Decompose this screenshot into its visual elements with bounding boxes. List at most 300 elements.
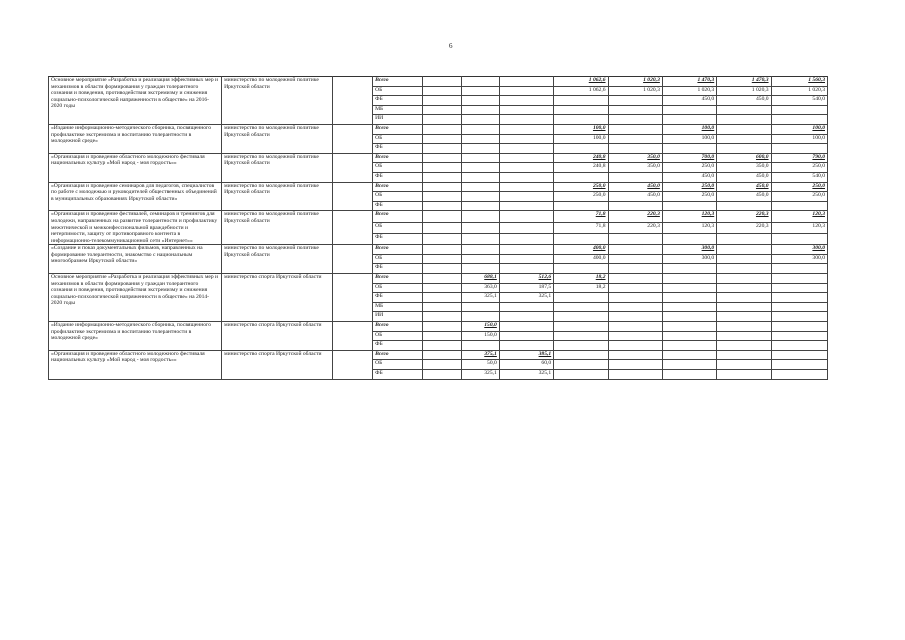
table-row xyxy=(49,245,828,255)
amount-cell xyxy=(554,144,608,154)
amount-cell: 150,0 xyxy=(461,322,499,332)
executor-cell: министерство по молодежной политике Иркутской области xyxy=(222,124,333,153)
amount-cell: 220,3 xyxy=(608,222,662,233)
blank-cell xyxy=(423,124,461,134)
amount-cell: 1 062,6 xyxy=(554,86,608,96)
amount-cell xyxy=(461,233,499,244)
funding-source-cell: ОБ xyxy=(373,222,423,233)
amount-cell xyxy=(554,115,608,125)
amount-cell xyxy=(554,312,608,322)
amount-cell: 375,1 xyxy=(461,350,499,360)
funding-source-cell: ИИ xyxy=(373,312,423,322)
activity-name-cell: Основное мероприятие «Разработка и реализация эффективных мер и механизмов в области формирования у граждан толерантного сознания и поведения, противодействия экстремизму и снижения социально-психологической напряженности в обществе» на 2016-2020 годы xyxy=(49,77,222,125)
amount-cell xyxy=(499,134,553,144)
blank-cell xyxy=(423,172,461,182)
amount-cell xyxy=(461,172,499,182)
amount-cell xyxy=(717,233,771,244)
executor-cell: министерство спорта Иркутской области xyxy=(222,274,333,322)
amount-cell: 100,0 xyxy=(554,124,608,134)
amount-cell xyxy=(662,341,716,351)
executor-cell: министерство по молодежной политике Иркутской области xyxy=(222,182,333,211)
blank-cell xyxy=(423,331,461,341)
amount-cell xyxy=(662,201,716,211)
amount-cell: 1 470,3 xyxy=(717,77,771,87)
amount-cell: 450,0 xyxy=(717,182,771,192)
amount-cell: 700,0 xyxy=(662,153,716,163)
amount-cell xyxy=(771,312,827,322)
amount-cell xyxy=(461,144,499,154)
funding-source-cell: Всего xyxy=(373,153,423,163)
amount-cell xyxy=(499,86,553,96)
amount-cell xyxy=(771,201,827,211)
amount-cell xyxy=(461,134,499,144)
amount-cell: 450,0 xyxy=(662,172,716,182)
amount-cell: 1 020,3 xyxy=(717,86,771,96)
amount-cell: 18,2 xyxy=(554,274,608,284)
amount-cell xyxy=(554,201,608,211)
amount-cell: 325,1 xyxy=(461,293,499,303)
funding-source-cell: Всего xyxy=(373,350,423,360)
amount-cell: 1 020,3 xyxy=(608,77,662,87)
amount-cell xyxy=(608,124,662,134)
amount-cell xyxy=(662,115,716,125)
blank-cell xyxy=(423,144,461,154)
amount-cell xyxy=(608,201,662,211)
amount-cell xyxy=(608,115,662,125)
amount-cell xyxy=(608,96,662,106)
blank-cell xyxy=(423,211,461,222)
amount-cell: 120,3 xyxy=(662,222,716,233)
activity-name-cell: «Организация и проведение областного молодежного фестиваля национальных культур «Мой народ - моя гордость»» xyxy=(49,153,222,182)
amount-cell: 450,0 xyxy=(717,172,771,182)
amount-cell xyxy=(461,86,499,96)
amount-cell xyxy=(771,115,827,125)
amount-cell xyxy=(554,233,608,244)
blank-cell xyxy=(332,182,372,211)
funding-source-cell: Всего xyxy=(373,124,423,134)
blank-cell xyxy=(423,360,461,370)
amount-cell: 150,0 xyxy=(461,331,499,341)
blank-cell xyxy=(423,233,461,244)
funding-source-cell: ФБ xyxy=(373,96,423,106)
amount-cell xyxy=(499,302,553,312)
amount-cell: 540,0 xyxy=(771,172,827,182)
amount-cell xyxy=(499,182,553,192)
funding-source-cell: ОБ xyxy=(373,163,423,173)
funding-source-cell: ФБ xyxy=(373,293,423,303)
blank-cell xyxy=(423,222,461,233)
amount-cell xyxy=(771,233,827,244)
amount-cell: 250,0 xyxy=(662,182,716,192)
blank-cell xyxy=(423,293,461,303)
amount-cell xyxy=(717,302,771,312)
amount-cell xyxy=(717,274,771,284)
amount-cell xyxy=(499,192,553,202)
amount-cell: 60,0 xyxy=(499,360,553,370)
amount-cell xyxy=(461,264,499,274)
table-row xyxy=(49,124,828,134)
amount-cell xyxy=(771,283,827,293)
amount-cell: 220,3 xyxy=(717,222,771,233)
amount-cell: 120,3 xyxy=(662,211,716,222)
amount-cell: 300,0 xyxy=(662,245,716,255)
amount-cell xyxy=(662,302,716,312)
amount-cell xyxy=(717,293,771,303)
amount-cell: 250,0 xyxy=(662,192,716,202)
blank-cell xyxy=(423,105,461,115)
funding-source-cell: ОБ xyxy=(373,254,423,264)
amount-cell: 385,1 xyxy=(499,350,553,360)
blank-cell xyxy=(332,124,372,153)
blank-cell xyxy=(332,77,372,125)
budget-table-body xyxy=(49,77,828,380)
amount-cell xyxy=(608,350,662,360)
amount-cell xyxy=(499,105,553,115)
amount-cell: 250,0 xyxy=(662,163,716,173)
amount-cell xyxy=(662,322,716,332)
amount-cell: 300,0 xyxy=(771,254,827,264)
blank-cell xyxy=(423,77,461,87)
activity-name-cell: «Организация и проведение семинаров для педагогов, специалистов по работе с молодежью и руководителей общественных объединений в муниципальных образованиях Иркутской области» xyxy=(49,182,222,211)
blank-cell xyxy=(423,182,461,192)
blank-cell xyxy=(332,274,372,322)
amount-cell xyxy=(499,96,553,106)
amount-cell: 100,0 xyxy=(554,134,608,144)
amount-cell xyxy=(554,370,608,380)
amount-cell xyxy=(717,331,771,341)
amount-cell: 220,3 xyxy=(717,211,771,222)
amount-cell: 325,1 xyxy=(499,370,553,380)
amount-cell: 400,0 xyxy=(554,245,608,255)
blank-cell xyxy=(423,86,461,96)
amount-cell xyxy=(608,283,662,293)
amount-cell xyxy=(608,105,662,115)
amount-cell xyxy=(554,322,608,332)
amount-cell xyxy=(554,350,608,360)
executor-cell: министерство по молодежной политике Иркутской области xyxy=(222,153,333,182)
amount-cell: 1 020,3 xyxy=(662,86,716,96)
amount-cell xyxy=(662,370,716,380)
amount-cell: 363,0 xyxy=(461,283,499,293)
executor-cell: министерство по молодежной политике Иркутской области xyxy=(222,245,333,274)
amount-cell xyxy=(499,77,553,87)
table-row xyxy=(49,182,828,192)
activity-name-cell: Основное мероприятие «Разработка и реализация эффективных мер и механизмов в области формирования у граждан толерантного сознания и поведения, противодействия экстремизму и снижения социально-психологической напряженности в обществе» на 2014-2020 годы xyxy=(49,274,222,322)
funding-source-cell: ОБ xyxy=(373,283,423,293)
budget-table xyxy=(48,76,828,380)
amount-cell: 71,8 xyxy=(554,222,608,233)
amount-cell xyxy=(554,331,608,341)
amount-cell xyxy=(499,172,553,182)
table-row xyxy=(49,153,828,163)
amount-cell xyxy=(554,341,608,351)
blank-cell xyxy=(423,163,461,173)
amount-cell: 790,0 xyxy=(771,153,827,163)
amount-cell xyxy=(499,153,553,163)
amount-cell: 350,0 xyxy=(608,153,662,163)
amount-cell xyxy=(461,341,499,351)
amount-cell xyxy=(771,350,827,360)
amount-cell xyxy=(771,370,827,380)
table-row xyxy=(49,211,828,222)
amount-cell: 187,5 xyxy=(499,283,553,293)
amount-cell: 240,8 xyxy=(554,163,608,173)
amount-cell: 250,0 xyxy=(554,192,608,202)
blank-cell xyxy=(423,302,461,312)
amount-cell xyxy=(461,245,499,255)
amount-cell xyxy=(554,264,608,274)
funding-source-cell: Всего xyxy=(373,77,423,87)
funding-source-cell: Всего xyxy=(373,182,423,192)
amount-cell xyxy=(662,360,716,370)
amount-cell xyxy=(771,264,827,274)
blank-cell xyxy=(423,283,461,293)
amount-cell xyxy=(717,254,771,264)
amount-cell xyxy=(461,312,499,322)
amount-cell: 540,0 xyxy=(771,96,827,106)
funding-source-cell: МБ xyxy=(373,105,423,115)
funding-source-cell: МБ xyxy=(373,302,423,312)
amount-cell xyxy=(554,293,608,303)
executor-cell: министерство по молодежной политике Иркутской области xyxy=(222,77,333,125)
executor-cell: министерство спорта Иркутской области xyxy=(222,322,333,351)
amount-cell: 325,1 xyxy=(499,293,553,303)
amount-cell xyxy=(499,254,553,264)
amount-cell: 120,3 xyxy=(771,222,827,233)
amount-cell: 688,1 xyxy=(461,274,499,284)
funding-source-cell: Всего xyxy=(373,322,423,332)
amount-cell xyxy=(499,264,553,274)
amount-cell xyxy=(717,283,771,293)
amount-cell xyxy=(662,293,716,303)
amount-cell xyxy=(499,222,553,233)
amount-cell xyxy=(662,144,716,154)
amount-cell: 120,3 xyxy=(771,211,827,222)
amount-cell xyxy=(717,201,771,211)
amount-cell xyxy=(608,274,662,284)
amount-cell xyxy=(771,322,827,332)
amount-cell xyxy=(608,245,662,255)
amount-cell xyxy=(554,105,608,115)
amount-cell: 100,0 xyxy=(771,134,827,144)
table-row xyxy=(49,274,828,284)
amount-cell: 250,0 xyxy=(771,163,827,173)
amount-cell xyxy=(662,312,716,322)
amount-cell: 1 062,6 xyxy=(554,77,608,87)
executor-cell: министерство спорта Иркутской области xyxy=(222,350,333,379)
blank-cell xyxy=(423,153,461,163)
blank-cell xyxy=(423,201,461,211)
amount-cell: 350,0 xyxy=(608,163,662,173)
amount-cell: 220,3 xyxy=(608,211,662,222)
amount-cell xyxy=(461,182,499,192)
amount-cell xyxy=(662,264,716,274)
amount-cell xyxy=(608,293,662,303)
amount-cell xyxy=(461,254,499,264)
amount-cell xyxy=(608,233,662,244)
amount-cell xyxy=(608,264,662,274)
amount-cell xyxy=(608,134,662,144)
blank-cell xyxy=(423,192,461,202)
amount-cell: 450,0 xyxy=(608,182,662,192)
activity-name-cell: «Издание информационно-методического сборника, посвященного профилактике экстремизма и воспитанию толерантности в молодежной среде» xyxy=(49,322,222,351)
funding-source-cell: Всего xyxy=(373,211,423,222)
amount-cell xyxy=(499,331,553,341)
activity-name-cell: «Организация и проведение фестивалей, семинаров и тренингов для молодежи, направленных на развитие толерантности и профилактику межэтнической и межконфессиональной враждебности и нетерпимости, защиту от противоправного контента в информационно-телекоммуникационной сети «Интернет»» xyxy=(49,211,222,245)
activity-name-cell: «Организация и проведение областного молодежного фестиваля национальных культур «Мой народ - моя гордость»» xyxy=(49,350,222,379)
blank-cell xyxy=(332,322,372,351)
activity-name-cell: «Создание и показ документальных фильмов, направленных на формирование толерантности, знакомство с национальным многообразием Иркутской области» xyxy=(49,245,222,274)
amount-cell xyxy=(461,124,499,134)
amount-cell xyxy=(608,254,662,264)
amount-cell xyxy=(554,172,608,182)
amount-cell xyxy=(717,245,771,255)
funding-source-cell: Всего xyxy=(373,274,423,284)
amount-cell xyxy=(461,153,499,163)
amount-cell: 250,0 xyxy=(554,182,608,192)
amount-cell xyxy=(717,350,771,360)
blank-cell xyxy=(423,350,461,360)
blank-cell xyxy=(332,211,372,245)
amount-cell xyxy=(461,163,499,173)
blank-cell xyxy=(423,96,461,106)
funding-source-cell: ИИ xyxy=(373,115,423,125)
amount-cell xyxy=(717,134,771,144)
funding-source-cell: ФБ xyxy=(373,172,423,182)
amount-cell xyxy=(461,105,499,115)
blank-cell xyxy=(423,254,461,264)
amount-cell xyxy=(608,302,662,312)
amount-cell xyxy=(717,341,771,351)
amount-cell: 450,0 xyxy=(608,192,662,202)
amount-cell: 1 020,3 xyxy=(608,86,662,96)
blank-cell xyxy=(423,312,461,322)
amount-cell xyxy=(461,201,499,211)
blank-cell xyxy=(423,245,461,255)
amount-cell xyxy=(554,302,608,312)
amount-cell: 250,0 xyxy=(771,182,827,192)
amount-cell xyxy=(461,115,499,125)
amount-cell xyxy=(717,105,771,115)
amount-cell xyxy=(608,172,662,182)
amount-cell: 1 020,3 xyxy=(771,86,827,96)
blank-cell xyxy=(423,370,461,380)
amount-cell xyxy=(771,331,827,341)
amount-cell: 350,0 xyxy=(717,163,771,173)
amount-cell: 250,0 xyxy=(771,192,827,202)
funding-source-cell: ФБ xyxy=(373,144,423,154)
amount-cell: 600,0 xyxy=(717,153,771,163)
amount-cell xyxy=(608,360,662,370)
amount-cell: 100,0 xyxy=(662,124,716,134)
amount-cell xyxy=(499,115,553,125)
funding-source-cell: ОБ xyxy=(373,360,423,370)
amount-cell xyxy=(608,331,662,341)
funding-source-cell: ОБ xyxy=(373,192,423,202)
amount-cell xyxy=(461,96,499,106)
blank-cell xyxy=(423,134,461,144)
amount-cell xyxy=(461,192,499,202)
amount-cell xyxy=(608,322,662,332)
amount-cell xyxy=(499,322,553,332)
funding-source-cell: ОБ xyxy=(373,134,423,144)
amount-cell xyxy=(461,302,499,312)
amount-cell: 100,0 xyxy=(771,124,827,134)
amount-cell xyxy=(608,370,662,380)
amount-cell: 400,0 xyxy=(554,254,608,264)
amount-cell: 450,0 xyxy=(717,192,771,202)
activity-name-cell: «Издание информационно-методического сборника, посвященного профилактике экстремизма и воспитанию толерантности в молодежной среде» xyxy=(49,124,222,153)
amount-cell xyxy=(662,331,716,341)
amount-cell: 50,0 xyxy=(461,360,499,370)
amount-cell xyxy=(717,312,771,322)
amount-cell xyxy=(499,211,553,222)
amount-cell xyxy=(499,233,553,244)
amount-cell xyxy=(662,350,716,360)
blank-cell xyxy=(423,274,461,284)
amount-cell xyxy=(717,124,771,134)
amount-cell xyxy=(461,211,499,222)
blank-cell xyxy=(332,350,372,379)
amount-cell: 100,0 xyxy=(662,134,716,144)
page-number: 6 xyxy=(449,42,453,50)
amount-cell: 300,0 xyxy=(771,245,827,255)
amount-cell xyxy=(717,264,771,274)
amount-cell: 450,0 xyxy=(662,96,716,106)
amount-cell xyxy=(662,105,716,115)
amount-cell xyxy=(554,360,608,370)
amount-cell xyxy=(771,105,827,115)
funding-source-cell: ФБ xyxy=(373,341,423,351)
amount-cell: 1 470,3 xyxy=(662,77,716,87)
amount-cell xyxy=(608,341,662,351)
amount-cell xyxy=(662,233,716,244)
amount-cell xyxy=(499,341,553,351)
amount-cell xyxy=(717,370,771,380)
amount-cell: 512,6 xyxy=(499,274,553,284)
amount-cell xyxy=(771,293,827,303)
funding-source-cell: ФБ xyxy=(373,201,423,211)
amount-cell: 300,0 xyxy=(662,254,716,264)
blank-cell xyxy=(332,153,372,182)
amount-cell xyxy=(499,245,553,255)
funding-source-cell: Всего xyxy=(373,245,423,255)
amount-cell xyxy=(608,312,662,322)
amount-cell xyxy=(771,341,827,351)
amount-cell xyxy=(499,124,553,134)
amount-cell xyxy=(499,163,553,173)
amount-cell: 18,2 xyxy=(554,283,608,293)
funding-source-cell: ФБ xyxy=(373,370,423,380)
amount-cell xyxy=(662,283,716,293)
table-row xyxy=(49,77,828,87)
amount-cell xyxy=(554,96,608,106)
amount-cell: 71,8 xyxy=(554,211,608,222)
amount-cell xyxy=(717,322,771,332)
executor-cell: министерство по молодежной политике Иркутской области xyxy=(222,211,333,245)
amount-cell xyxy=(608,144,662,154)
amount-cell xyxy=(499,201,553,211)
blank-cell xyxy=(423,115,461,125)
funding-source-cell: ФБ xyxy=(373,264,423,274)
funding-source-cell: ОБ xyxy=(373,86,423,96)
funding-source-cell: ФБ xyxy=(373,233,423,244)
amount-cell xyxy=(461,222,499,233)
blank-cell xyxy=(332,245,372,274)
blank-cell xyxy=(423,264,461,274)
amount-cell xyxy=(771,144,827,154)
amount-cell: 450,0 xyxy=(717,96,771,106)
